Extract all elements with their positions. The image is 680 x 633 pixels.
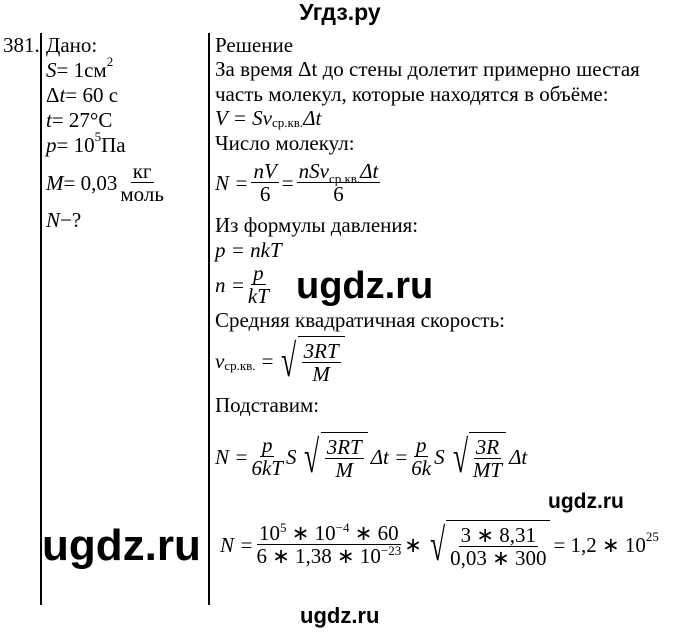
- solution-text-2: часть молекул, которые находятся в объёме:: [215, 82, 609, 106]
- watermark: ugdz.ru: [42, 521, 201, 570]
- site-header-title: Угдз.ру: [299, 0, 381, 25]
- solution-text-1: За время Δt до стены долетит примерно шестая: [215, 57, 640, 81]
- substitute-label: Подставим:: [215, 393, 320, 417]
- pressure-label: Из формулы давления:: [215, 213, 419, 237]
- subscript-rms: ср.кв.: [224, 357, 256, 373]
- speed-label: Средняя квадратичная скорость:: [215, 308, 506, 332]
- given-molar-mass: M = 0,03 $\frac{кг}{\text{моль}}$: [46, 159, 164, 206]
- watermark: ugdz.ru: [300, 603, 380, 628]
- given-pressure: p = 10 $^5$ Па: [46, 129, 126, 157]
- given-area: S = 1см $^2$: [46, 54, 114, 82]
- formula-volume: V = Sv $_{ср.кв.}$ Δt: [215, 106, 322, 130]
- subscript-rms: ср.кв.: [271, 115, 304, 130]
- formula-concentration: n = $\frac{p}{kT}$: [215, 261, 269, 308]
- count-label: Число молекул:: [215, 131, 355, 155]
- watermark: ugdz.ru: [296, 265, 434, 307]
- given-temperature: t = 27°C: [46, 108, 113, 132]
- formula-substituted: N = $\frac{p}{6kT}$ S √ $\frac{3RT}{M}$ Δt = $\frac{p}{6k}$ S √ $\frac{3R}{MT}$ Δt: [215, 430, 528, 482]
- column-divider-left: [40, 33, 42, 605]
- given-find: N −?: [46, 208, 82, 232]
- formula-count: N = $\frac{nV}{6}$ = $\frac{nSv_{ср.кв.}\Delta t}{6}$: [215, 159, 379, 206]
- column-divider-right: [208, 33, 210, 605]
- solution-title: Решение: [215, 33, 294, 57]
- given-time: Δ t = 60 с: [46, 83, 119, 107]
- problem-number: 381.: [3, 33, 40, 57]
- formula-speed: v $_{ср.кв.}$ = √ $\frac{3RT}{M}$: [215, 336, 348, 385]
- formula-numeric: N = $\frac{10^5 ∗ 10^{-4} ∗ 60}{6 ∗ 1,38 ∗ 10^{-23}}$ ∗ √ $\frac{3 ∗ 8,31}{0,03 ∗ 300}$ = 1,2 ∗ 10 $^{25}$: [220, 518, 659, 570]
- formula-pressure: p = nkT: [215, 238, 282, 262]
- given-label: Дано:: [46, 33, 98, 57]
- watermark: ugdz.ru: [548, 490, 624, 513]
